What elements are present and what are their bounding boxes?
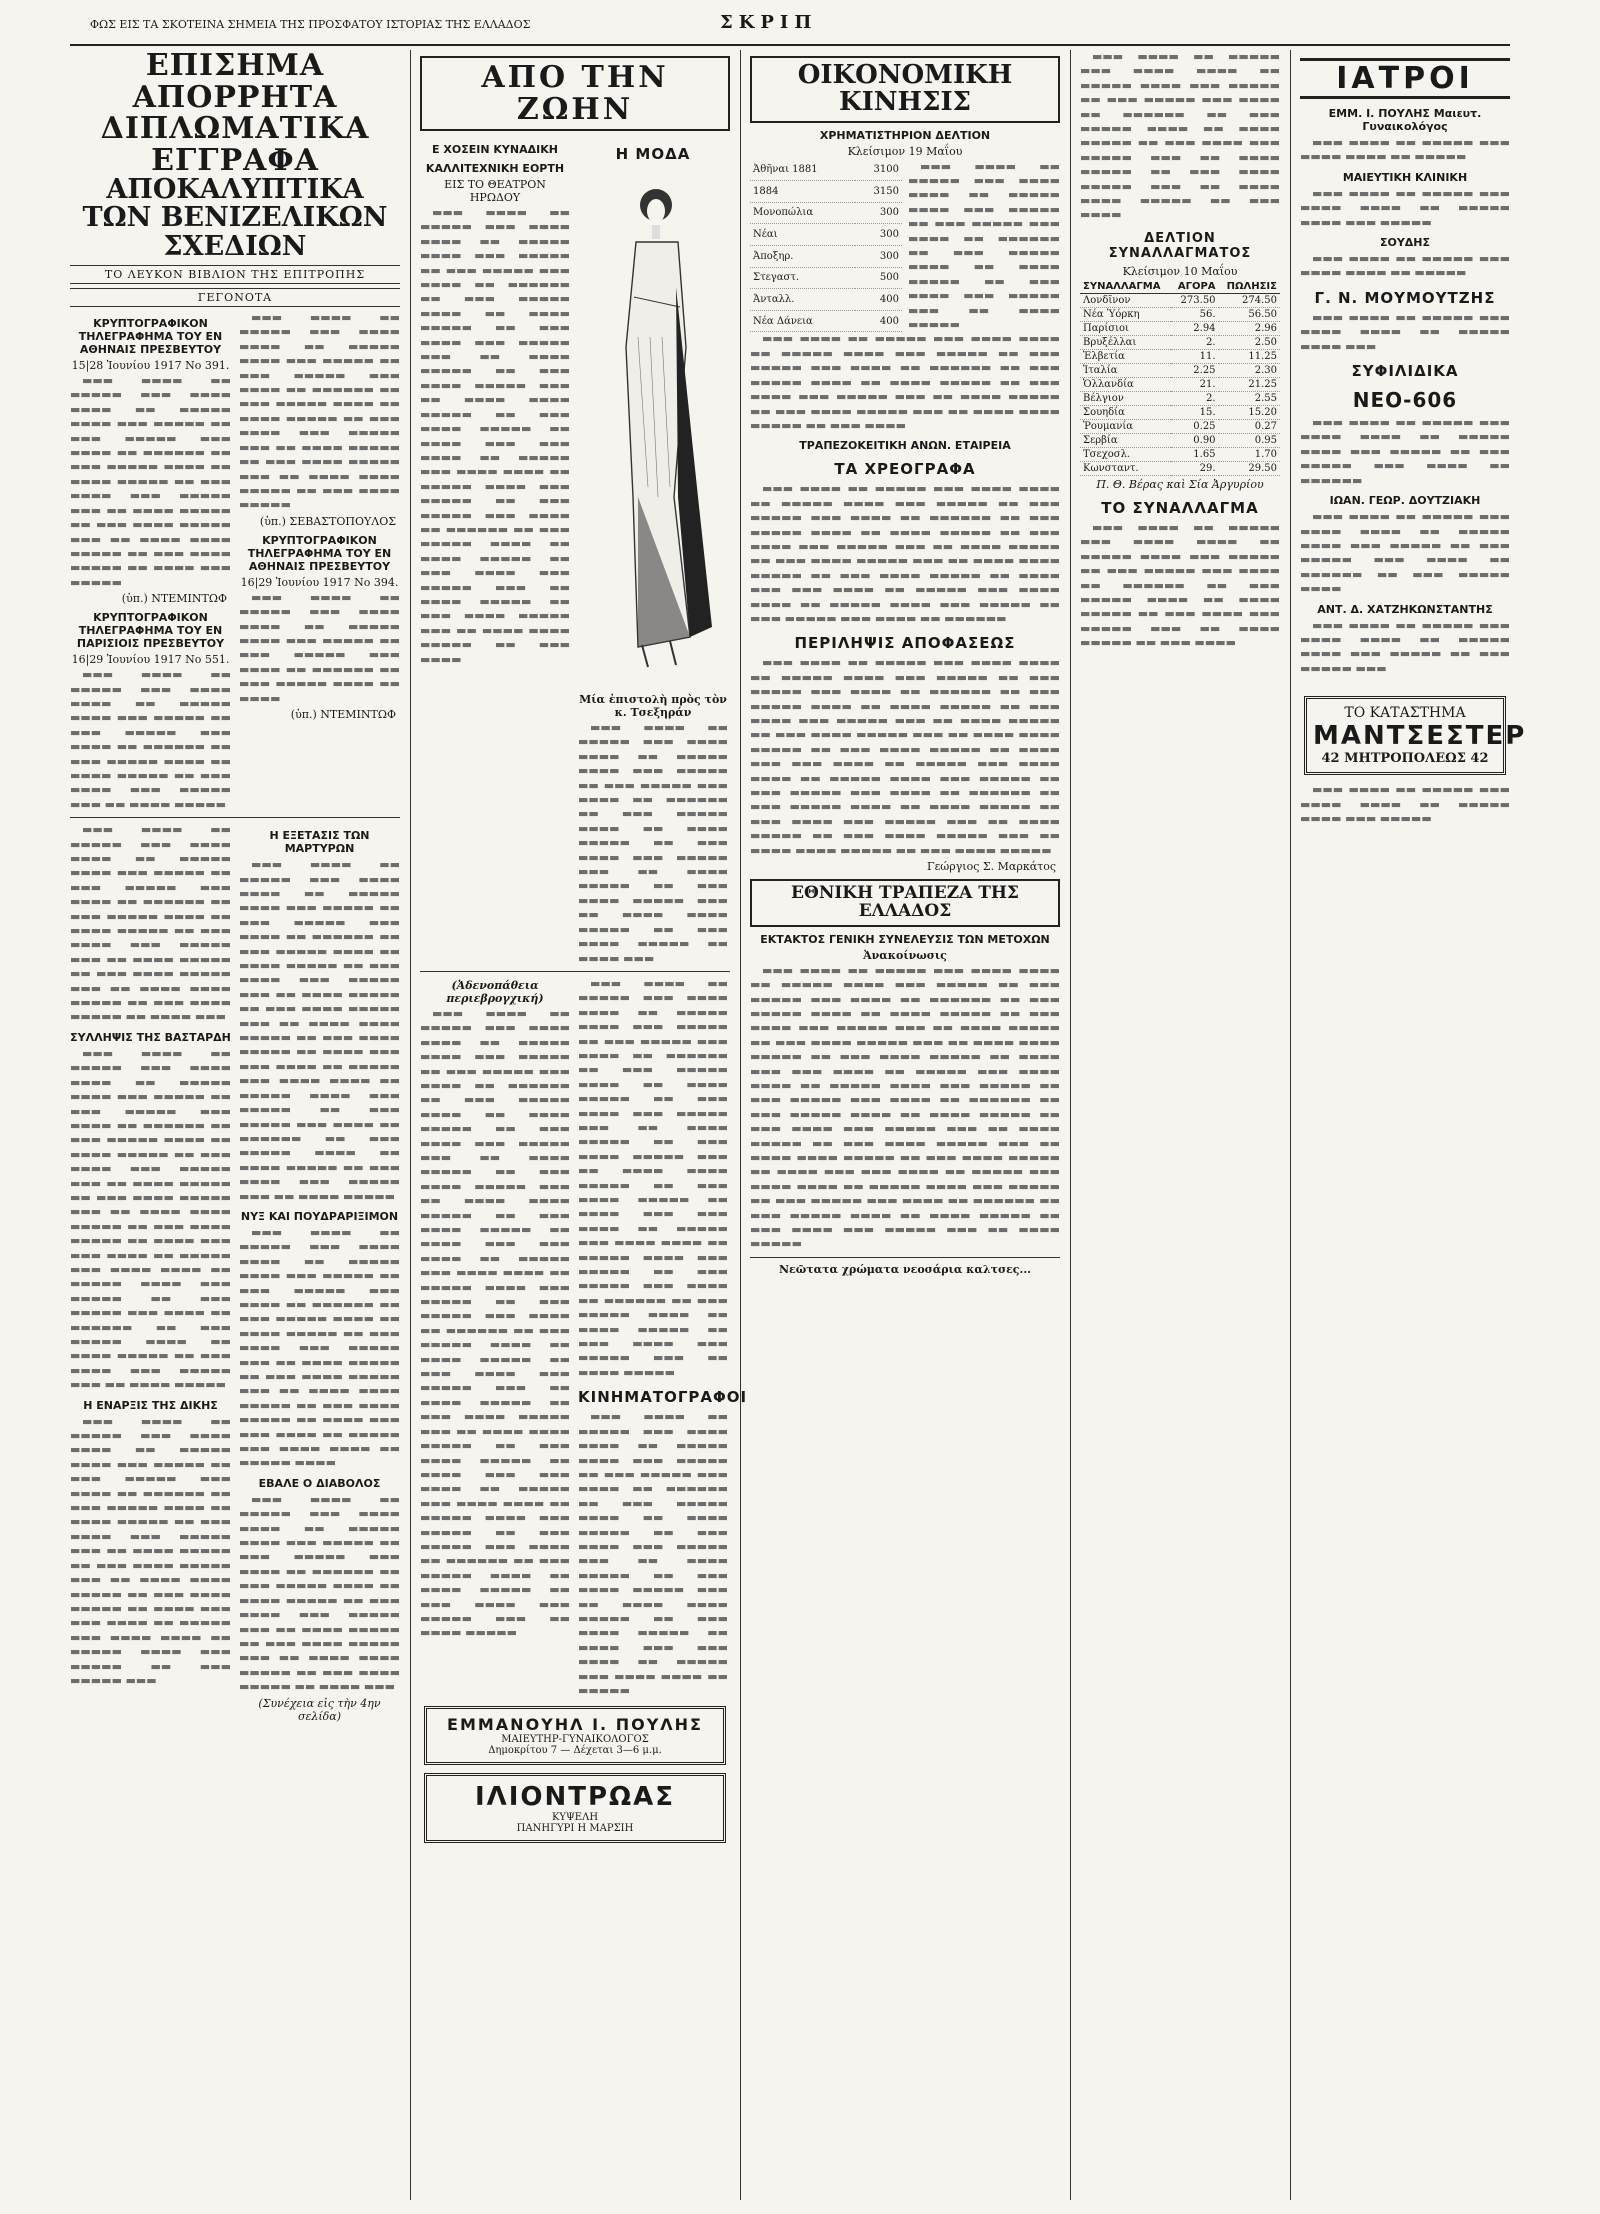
doc-meta: 16|29 Ἰουνίου 1917 No 394. — [240, 575, 399, 589]
table-row — [1080, 335, 1280, 349]
table-row — [1080, 447, 1280, 461]
table-cell: 2.25 — [1171, 363, 1219, 377]
column-rule — [1070, 50, 1071, 2200]
ad-text: ΠΑΝΗΓΥΡΙ Η ΜΑΡΣΙΗ — [516, 1823, 634, 1835]
section-heading: ΧΡΗΜΑΤΙΣΤΗΡΙΟΝ ΔΕΛΤΙΟΝ — [819, 128, 991, 142]
signature: (ὑπ.) ΣΕΒΑΣΤΟΠΟΥΛΟΣ — [259, 514, 396, 528]
table-row — [1080, 307, 1280, 321]
table-cell: Μονοπώλια — [750, 202, 855, 224]
table-cell: 15.20 — [1219, 405, 1280, 419]
masthead — [70, 10, 1510, 46]
table-row — [750, 310, 902, 332]
doc-heading: ΚΡΥΠΤΟΓΡΑΦΙΚΟΝ ΤΗΛΕΓΡΑΦΗΜΑ ΤΟΥ ΕΝ ΠΑΡΙΣΙΟΙΣ ΠΡΕΣΒΕΥΤΟΥ — [76, 611, 225, 651]
column-doctors: ΙΑΤΡΟΙ ΕΜΜ. Ι. ΠΟΥΛΗΣ Μαιευτ. Γυναικολόγος ▬▬▬ ▬▬▬▬ ▬▬ ▬▬▬▬▬ ▬▬▬ ▬▬▬▬ ▬▬▬▬ ▬▬ ▬▬▬▬▬ ΜΑΙΕΥΤΙΚΗ ΚΛΙΝΙΚΗ ▬▬▬ ▬▬▬▬ ▬▬ ▬▬▬▬▬ ▬▬▬ ▬▬▬▬ ▬▬▬▬ ▬▬ ▬▬▬▬▬ ▬▬▬▬ ▬▬▬ ▬▬▬▬▬ ΣΟΥΔΗΣ ▬▬▬ ▬▬▬▬ ▬▬ ▬▬▬▬▬ ▬▬▬ ▬▬▬▬ ▬▬▬▬ ▬▬ ▬▬▬▬▬ Γ. Ν. ΜΟΥΜΟΥΤΖΗΣ ▬▬▬ ▬▬▬▬ ▬▬ ▬▬▬▬▬ ▬▬▬ ▬▬▬▬ ▬▬▬▬ ▬▬ ▬▬▬▬▬ ▬▬▬▬ ▬▬▬ ΣΥΦΙΛΙΔΙΚΑ ΝΕΟ-606 ▬▬▬ ▬▬▬▬ ▬▬ ▬▬▬▬▬ ▬▬▬ ▬▬▬▬ ▬▬▬▬ ▬▬ ▬▬▬▬▬ ▬▬▬▬ ▬▬▬ ▬▬▬▬▬ ▬▬ ▬▬▬ ▬▬▬▬▬ ▬▬▬ ▬▬▬▬ ▬▬ ▬▬▬▬▬▬ ΙΩΑΝ. ΓΕΩΡ. ΔΟΥΤΖΙΑΚΗ ▬▬▬ ▬▬▬▬ ▬▬ ▬▬▬▬▬ ▬▬▬ ▬▬▬▬ ▬▬▬▬ ▬▬ ▬▬▬▬▬ ▬▬▬▬ ▬▬▬ ▬▬▬▬▬ ▬▬ ▬▬▬ ▬▬▬▬▬ ▬▬▬ ▬▬▬▬ ▬▬ ▬▬▬▬▬▬ ▬▬ ▬▬▬ ▬▬▬▬▬ ▬▬▬▬ ΑΝΤ. Δ. ΧΑΤΖΗΚΩΝΣΤΑΝΤΗΣ ▬▬▬ ▬▬▬▬ ▬▬ ▬▬▬▬▬ ▬▬▬ ▬▬▬▬ ▬▬▬▬ ▬▬ ▬▬▬▬▬ ▬▬▬▬ ▬▬▬ ▬▬▬▬▬ ▬▬ ▬▬▬ ▬▬▬▬▬ ▬▬▬ ΤΟ ΚΑΤΑΣΤΗΜΑ ΜΑΝΤΣΕΣΤΕΡ 42 ΜΗΤΡΟΠΟΛΕΩΣ 42 ▬▬▬ ▬▬▬▬ ▬▬ ▬▬▬▬▬ ▬▬▬ ▬▬▬▬ ▬▬▬▬ ▬▬ ▬▬▬▬▬ ▬▬▬▬ ▬▬▬ ▬▬▬▬▬ — [1300, 50, 1510, 2200]
table-cell: Νέαι — [750, 224, 855, 246]
table-row — [750, 289, 902, 311]
table-row — [750, 267, 902, 289]
section-heading: ΣΥΛΛΗΨΙΣ ΤΗΣ ΒΑΣΤΑΡΔΗ — [70, 1030, 231, 1044]
table-cell: 29. — [1171, 461, 1219, 475]
table-row — [750, 160, 902, 181]
table-row — [1080, 363, 1280, 377]
doctor-ad: ΙΩΑΝ. ΓΕΩΡ. ΔΟΥΤΖΙΑΚΗ — [1329, 494, 1481, 508]
doctor-ad: ΜΑΙΕΥΤΙΚΗ ΚΛΙΝΙΚΗ — [1342, 170, 1468, 184]
table-cell: 2.30 — [1219, 363, 1280, 377]
continuation-note: (Συνέχεια εἰς τὴν 4ην σελίδα) — [258, 1696, 381, 1723]
section-heading: ΕΒΑΛΕ Ο ΔΙΑΒΟΛΟΣ — [258, 1476, 381, 1490]
table-cell: 2. — [1171, 335, 1219, 349]
table-cell: 1.65 — [1171, 447, 1219, 461]
ad-name: ΙΛΙΟΝΤΡΩΑΣ — [474, 1782, 676, 1813]
doctor-ad: ΑΝΤ. Δ. ΧΑΤΖΗΚΩΝΣΤΑΝΤΗΣ — [1317, 602, 1493, 616]
table-cell: 1.70 — [1219, 447, 1280, 461]
section-heading: Η ΕΞΕΤΑΣΙΣ ΤΩΝ ΜΑΡΤΥΡΩΝ — [269, 829, 370, 856]
section-heading: Η ΜΟΔΑ — [615, 145, 691, 163]
table-header: ΑΓΟΡΑ — [1171, 280, 1219, 294]
table-row — [750, 245, 902, 267]
doctor-ad: ΝΕΟ-606 — [1352, 388, 1458, 413]
table-cell: 2.55 — [1219, 391, 1280, 405]
fashion-caption: Μία ἐπιστολὴ πρὸς τὸν κ. Τσεξηράν — [579, 693, 727, 719]
doc-meta: 15|28 Ἰουνίου 1917 No 391. — [71, 359, 230, 373]
table-cell: Νέα Δάνεια — [750, 310, 855, 332]
signature: (ὑπ.) ΝΤΕΜΙΝΤΩΦ — [121, 592, 227, 606]
table-cell: 0.95 — [1219, 433, 1280, 447]
section-heading: ΝΥΞ ΚΑΙ ΠΟΥΔΡΑΡΙΞΙΜΟΝ — [240, 1209, 399, 1223]
doctor-ad: ΕΜΜ. Ι. ΠΟΥΛΗΣ Μαιευτ. Γυναικολόγος — [1328, 107, 1482, 133]
table-cell: 21. — [1171, 377, 1219, 391]
table-cell: Παρίσιοι — [1080, 321, 1171, 335]
doc-heading: ΚΡΥΠΤΟΓΡΑΦΙΚΟΝ ΤΗΛΕΓΡΑΦΗΜΑ ΤΟΥ ΕΝ ΑΘΗΝΑΙΣ ΠΡΕΣΒΕΥΤΟΥ — [247, 533, 392, 573]
doctor-ad: ΣΟΥΔΗΣ — [1379, 236, 1431, 250]
table-cell: 0.27 — [1219, 419, 1280, 433]
table-cell: 29.50 — [1219, 461, 1280, 475]
section-heading: ΚΑΛΛΙΤΕΧΝΙΚΗ ΕΟΡΤΗ — [425, 162, 565, 175]
table-cell: 11.25 — [1219, 349, 1280, 363]
table-cell: Ἰταλία — [1080, 363, 1171, 377]
table-cell: Ὁλλανδία — [1080, 377, 1171, 391]
section-heading: Ε ΧΟΣΕΙΝ ΚΥΝΑΔΙΚΗ — [432, 143, 558, 156]
table-cell: 21.25 — [1219, 377, 1280, 391]
table-cell: 2.50 — [1219, 335, 1280, 349]
column-diplomatic: ΕΠΙΣΗΜΑ ΑΠΟΡΡΗΤΑ ΔΙΠΛΩΜΑΤΙΚΑ ΕΓΓΡΑΦΑ ΑΠΟΚΑΛΥΠΤΙΚΑ ΤΩΝ ΒΕΝΙΖΕΛΙΚΩΝ ΣΧΕΔΙΩΝ ΤΟ ΛΕΥΚΟΝ ΒΙΒΛΙΟΝ ΤΗΣ ΕΠΙΤΡΟΠΗΣ ΓΕΓΟΝΟΤΑ ΚΡΥΠΤΟΓΡΑΦΙΚΟΝ ΤΗΛΕΓΡΑΦΗΜΑ ΤΟΥ ΕΝ ΑΘΗΝΑΙΣ ΠΡΕΣΒΕΥΤΟΥ 15|28 Ἰουνίου 1917 No 391. ▬▬▬ ▬▬▬▬ ▬▬ ▬▬▬▬▬ ▬▬▬ ▬▬▬▬ ▬▬▬▬ ▬▬ ▬▬▬▬▬ ▬▬▬▬ ▬▬▬ ▬▬▬▬▬ ▬▬ ▬▬▬ ▬▬▬▬▬ ▬▬▬ ▬▬▬▬ ▬▬ ▬▬▬▬▬▬ ▬▬ ▬▬▬ ▬▬▬▬▬ ▬▬▬▬ ▬▬ ▬▬▬▬ ▬▬▬▬▬ ▬▬ ▬▬▬ ▬▬▬▬ ▬▬▬ ▬▬▬▬▬ ▬▬▬ ▬▬ ▬▬▬▬ ▬▬▬▬▬ ▬▬ ▬▬▬ ▬▬▬▬ ▬▬▬▬▬ ▬▬▬ ▬▬ ▬▬▬▬ ▬▬▬▬ ▬▬▬▬▬ ▬▬ ▬▬▬ ▬▬▬▬ ▬▬▬▬▬ ▬▬ ▬▬▬▬ ▬▬▬ ▬▬▬▬▬ (ὑπ.) ΝΤΕΜΙΝΤΩΦ ΚΡΥΠΤΟΓΡΑΦΙΚΟΝ ΤΗΛΕΓΡΑΦΗΜΑ ΤΟΥ ΕΝ ΠΑΡΙΣΙΟΙΣ ΠΡΕΣΒΕΥΤΟΥ 16|29 Ἰουνίου 1917 No 551. ▬▬▬ ▬▬▬▬ ▬▬ ▬▬▬▬▬ ▬▬▬ ▬▬▬▬ ▬▬▬▬ ▬▬ ▬▬▬▬▬ ▬▬▬▬ ▬▬▬ ▬▬▬▬▬ ▬▬ ▬▬▬ ▬▬▬▬▬ ▬▬▬ ▬▬▬▬ ▬▬ ▬▬▬▬▬▬ ▬▬ ▬▬▬ ▬▬▬▬▬ ▬▬▬▬ ▬▬ ▬▬▬▬ ▬▬▬▬▬ ▬▬ ▬▬▬ ▬▬▬▬ ▬▬▬ ▬▬▬▬▬ ▬▬▬ ▬▬ ▬▬▬▬ ▬▬▬▬▬ ▬▬▬ ▬▬▬▬ ▬▬ ▬▬▬▬▬ ▬▬▬ ▬▬▬▬ ▬▬▬▬ ▬▬ ▬▬▬▬▬ ▬▬▬▬ ▬▬▬ ▬▬▬▬▬ ▬▬ ▬▬▬ ▬▬▬▬▬ ▬▬▬ ▬▬▬▬ ▬▬ ▬▬▬▬▬▬ ▬▬ ▬▬▬ ▬▬▬▬▬ ▬▬▬▬ ▬▬ ▬▬▬▬ ▬▬▬▬▬ ▬▬ ▬▬▬ ▬▬▬▬ ▬▬▬ ▬▬▬▬▬ ▬▬▬ ▬▬ ▬▬▬▬ ▬▬▬▬▬ ▬▬ ▬▬▬ ▬▬▬▬ ▬▬▬▬▬ ▬▬▬ ▬▬ ▬▬▬▬ ▬▬▬▬ ▬▬▬▬▬ ▬▬ ▬▬▬ ▬▬▬▬ ▬▬▬▬▬ (ὑπ.) ΣΕΒΑΣΤΟΠΟΥΛΟΣ ΚΡΥΠΤΟΓΡΑΦΙΚΟΝ ΤΗΛΕΓΡΑΦΗΜΑ ΤΟΥ ΕΝ ΑΘΗΝΑΙΣ ΠΡΕΣΒΕΥΤΟΥ 16|29 Ἰουνίου 1917 No 394. ▬▬▬ ▬▬▬▬ ▬▬ ▬▬▬▬▬ ▬▬▬ ▬▬▬▬ ▬▬▬▬ ▬▬ ▬▬▬▬▬ ▬▬▬▬ ▬▬▬ ▬▬▬▬▬ ▬▬ ▬▬▬ ▬▬▬▬▬ ▬▬▬ ▬▬▬▬ ▬▬ ▬▬▬▬▬▬ ▬▬ ▬▬▬ ▬▬▬▬▬ ▬▬▬▬ ▬▬ ▬▬▬▬ (ὑπ.) ΝΤΕΜΙΝΤΩΦ ▬▬▬ ▬▬▬▬ ▬▬ ▬▬▬▬▬ ▬▬▬ ▬▬▬▬ ▬▬▬▬ ▬▬ ▬▬▬▬▬ ▬▬▬▬ ▬▬▬ ▬▬▬▬▬ ▬▬ ▬▬▬ ▬▬▬▬▬ ▬▬▬ ▬▬▬▬ ▬▬ ▬▬▬▬▬▬ ▬▬ ▬▬▬ ▬▬▬▬▬ ▬▬▬▬ ▬▬ ▬▬▬▬ ▬▬▬▬▬ ▬▬ ▬▬▬ ▬▬▬▬ ▬▬▬ ▬▬▬▬▬ ▬▬▬ ▬▬ ▬▬▬▬ ▬▬▬▬▬ ▬▬ ▬▬▬ ▬▬▬▬ ▬▬▬▬▬ ▬▬▬ ▬▬ ▬▬▬▬ ▬▬▬▬ ▬▬▬▬▬ ▬▬ ▬▬▬ ▬▬▬▬ ▬▬▬▬▬ ▬▬ ▬▬▬▬ ▬▬▬ ΣΥΛΛΗΨΙΣ ΤΗΣ ΒΑΣΤΑΡΔΗ ▬▬▬ ▬▬▬▬ ▬▬ ▬▬▬▬▬ ▬▬▬ ▬▬▬▬ ▬▬▬▬ ▬▬ ▬▬▬▬▬ ▬▬▬▬ ▬▬▬ ▬▬▬▬▬ ▬▬ ▬▬▬ ▬▬▬▬▬ ▬▬▬ ▬▬▬▬ ▬▬ ▬▬▬▬▬▬ ▬▬ ▬▬▬ ▬▬▬▬▬ ▬▬▬▬ ▬▬ ▬▬▬▬ ▬▬▬▬▬ ▬▬ ▬▬▬ ▬▬▬▬ ▬▬▬ ▬▬▬▬▬ ▬▬▬ ▬▬ ▬▬▬▬ ▬▬▬▬▬ ▬▬ ▬▬▬ ▬▬▬▬ ▬▬▬▬▬ ▬▬▬ ▬▬ ▬▬▬▬ ▬▬▬▬ ▬▬▬▬▬ ▬▬ ▬▬▬ ▬▬▬▬ ▬▬▬▬▬ ▬▬ ▬▬▬▬ ▬▬▬ ▬▬▬ ▬▬▬▬ ▬▬ ▬▬▬▬▬ ▬▬▬ ▬▬▬▬ ▬▬▬▬ ▬▬ ▬▬▬▬▬ ▬▬▬▬ ▬▬▬ ▬▬▬▬▬ ▬▬ ▬▬▬ ▬▬▬▬▬ ▬▬▬ ▬▬▬▬ ▬▬ ▬▬▬▬▬▬ ▬▬ ▬▬▬ ▬▬▬▬▬ ▬▬▬▬ ▬▬ ▬▬▬▬ ▬▬▬▬▬ ▬▬ ▬▬▬ ▬▬▬▬ ▬▬▬ ▬▬▬▬▬ ▬▬▬ ▬▬ ▬▬▬▬ ▬▬▬▬▬ Η ΕΝΑΡΞΙΣ ΤΗΣ ΔΙΚΗΣ ▬▬▬ ▬▬▬▬ ▬▬ ▬▬▬▬▬ ▬▬▬ ▬▬▬▬ ▬▬▬▬ ▬▬ ▬▬▬▬▬ ▬▬▬▬ ▬▬▬ ▬▬▬▬▬ ▬▬ ▬▬▬ ▬▬▬▬▬ ▬▬▬ ▬▬▬▬ ▬▬ ▬▬▬▬▬▬ ▬▬ ▬▬▬ ▬▬▬▬▬ ▬▬▬▬ ▬▬ ▬▬▬▬ ▬▬▬▬▬ ▬▬ ▬▬▬ ▬▬▬▬ ▬▬▬ ▬▬▬▬▬ ▬▬▬ ▬▬ ▬▬▬▬ ▬▬▬▬▬ ▬▬ ▬▬▬ ▬▬▬▬ ▬▬▬▬▬ ▬▬▬ ▬▬ ▬▬▬▬ ▬▬▬▬ ▬▬▬▬▬ ▬▬ ▬▬▬ ▬▬▬▬ ▬▬▬▬▬ ▬▬ ▬▬▬▬ ▬▬▬ ▬▬▬ ▬▬▬▬ ▬▬ ▬▬▬▬▬ ▬▬▬ ▬▬▬▬ ▬▬▬▬ ▬▬ ▬▬▬▬▬ ▬▬▬▬ ▬▬▬ ▬▬▬▬▬ ▬▬ ▬▬▬ ▬▬▬▬▬ ▬▬▬ Η ΕΞΕΤΑΣΙΣ ΤΩΝ ΜΑΡΤΥΡΩΝ ▬▬▬ ▬▬▬▬ ▬▬ ▬▬▬▬▬ ▬▬▬ ▬▬▬▬ ▬▬▬▬ ▬▬ ▬▬▬▬▬ ▬▬▬▬ ▬▬▬ ▬▬▬▬▬ ▬▬ ▬▬▬ ▬▬▬▬▬ ▬▬▬ ▬▬▬▬ ▬▬ ▬▬▬▬▬▬ ▬▬ ▬▬▬ ▬▬▬▬▬ ▬▬▬▬ ▬▬ ▬▬▬▬ ▬▬▬▬▬ ▬▬ ▬▬▬ ▬▬▬▬ ▬▬▬ ▬▬▬▬▬ ▬▬▬ ▬▬ ▬▬▬▬ ▬▬▬▬▬ ▬▬ ▬▬▬ ▬▬▬▬ ▬▬▬▬▬ ▬▬▬ ▬▬ ▬▬▬▬ ▬▬▬▬ ▬▬▬▬▬ ▬▬ ▬▬▬ ▬▬▬▬ ▬▬▬▬▬ ▬▬ ▬▬▬▬ ▬▬▬ ▬▬▬ ▬▬▬▬ ▬▬ ▬▬▬▬▬ ▬▬▬ ▬▬▬▬ ▬▬▬▬ ▬▬ ▬▬▬▬▬ ▬▬▬▬ ▬▬▬ ▬▬▬▬▬ ▬▬ ▬▬▬ ▬▬▬▬▬ ▬▬▬ ▬▬▬▬ ▬▬ ▬▬▬▬▬▬ ▬▬ ▬▬▬ ▬▬▬▬▬ ▬▬▬▬ ▬▬ ▬▬▬▬ ▬▬▬▬▬ ▬▬ ▬▬▬ ▬▬▬▬ ▬▬▬ ▬▬▬▬▬ ▬▬▬ ▬▬ ▬▬▬▬ ▬▬▬▬▬ ΝΥΞ ΚΑΙ ΠΟΥΔΡΑΡΙΞΙΜΟΝ ▬▬▬ ▬▬▬▬ ▬▬ ▬▬▬▬▬ ▬▬▬ ▬▬▬▬ ▬▬▬▬ ▬▬ ▬▬▬▬▬ ▬▬▬▬ ▬▬▬ ▬▬▬▬▬ ▬▬ ▬▬▬ ▬▬▬▬▬ ▬▬▬ ▬▬▬▬ ▬▬ ▬▬▬▬▬▬ ▬▬ ▬▬▬ ▬▬▬▬▬ ▬▬▬▬ ▬▬ ▬▬▬▬ ▬▬▬▬▬ ▬▬ ▬▬▬ ▬▬▬▬ ▬▬▬ ▬▬▬▬▬ ▬▬▬ ▬▬ ▬▬▬▬ ▬▬▬▬▬ ▬▬ ▬▬▬ ▬▬▬▬ ▬▬▬▬▬ ▬▬▬ ▬▬ ▬▬▬▬ ▬▬▬▬ ▬▬▬▬▬ ▬▬ ▬▬▬ ▬▬▬▬ ▬▬▬▬▬ ▬▬ ▬▬▬▬ ▬▬▬ ▬▬▬ ▬▬▬▬ ▬▬ ▬▬▬▬▬ ▬▬▬ ▬▬▬▬ ▬▬▬▬ ▬▬ ▬▬▬▬▬ ▬▬▬▬ ΕΒΑΛΕ Ο ΔΙΑΒΟΛΟΣ ▬▬▬ ▬▬▬▬ ▬▬ ▬▬▬▬▬ ▬▬▬ ▬▬▬▬ ▬▬▬▬ ▬▬ ▬▬▬▬▬ ▬▬▬▬ ▬▬▬ ▬▬▬▬▬ ▬▬ ▬▬▬ ▬▬▬▬▬ ▬▬▬ ▬▬▬▬ ▬▬ ▬▬▬▬▬▬ ▬▬ ▬▬▬ ▬▬▬▬▬ ▬▬▬▬ ▬▬ ▬▬▬▬ ▬▬▬▬▬ ▬▬ ▬▬▬ ▬▬▬▬ ▬▬▬ ▬▬▬▬▬ ▬▬▬ ▬▬ ▬▬▬▬ ▬▬▬▬▬ ▬▬ ▬▬▬ ▬▬▬▬ ▬▬▬▬▬ ▬▬▬ ▬▬ ▬▬▬▬ ▬▬▬▬ ▬▬▬▬▬ ▬▬ ▬▬▬ ▬▬▬▬ ▬▬▬▬▬ ▬▬ ▬▬▬▬ ▬▬▬ (Συνέχεια εἰς τὴν 4ην σελίδα) — [70, 48, 400, 1723]
doc-meta: 16|29 Ἰουνίου 1917 No 551. — [71, 653, 230, 667]
table-cell: 400 — [855, 289, 902, 311]
doctor-ad: ΣΥΦΙΛΙΔΙΚΑ — [1351, 362, 1459, 381]
newspaper-name: ΣΚΡΙΠ — [720, 12, 818, 33]
fx-table — [1080, 280, 1280, 476]
signature: (ὑπ.) ΝΤΕΜΙΝΤΩΦ — [290, 707, 396, 721]
ad-subtitle: ΚΥΨΕΛΗ — [551, 1812, 599, 1824]
table-cell: 56. — [1171, 307, 1219, 321]
table-row — [1080, 405, 1280, 419]
table-cell: 300 — [855, 202, 902, 224]
table-cell: 1884 — [750, 180, 855, 202]
section-heading: ΤΟ ΣΥΝΑΛΛΑΓΜΑ — [1101, 498, 1259, 517]
ad-doctor — [424, 1706, 726, 1765]
headline-diplomatic: ΕΠΙΣΗΜΑ ΑΠΟΡΡΗΤΑ ΔΙΠΛΩΜΑΤΙΚΑ ΕΓΓΡΑΦΑ — [100, 48, 370, 178]
table-cell: 0.90 — [1171, 433, 1219, 447]
table-row — [750, 224, 902, 246]
table-cell: Κωνσταντ. — [1080, 461, 1171, 475]
ad-name: ΕΜΜΑΝΟΥΗΛ Ι. ΠΟΥΛΗΣ — [447, 1715, 703, 1735]
section-heading: ΔΕΛΤΙΟΝ ΣΥΝΑΛΛΑΓΜΑΤΟΣ — [1108, 230, 1252, 261]
table-cell: 300 — [855, 245, 902, 267]
column-rule — [1290, 50, 1291, 2200]
table-row — [1080, 391, 1280, 405]
section-heading: Ἀνακοίνωσις — [863, 948, 947, 962]
table-cell: 2. — [1171, 391, 1219, 405]
table-cell: 0.25 — [1171, 419, 1219, 433]
table-cell: 274.50 — [1219, 293, 1280, 307]
table-cell: 300 — [855, 224, 902, 246]
table-cell: Λονδῖνον — [1080, 293, 1171, 307]
table-row — [1080, 433, 1280, 447]
table-cell: Ἀθῆναι 1881 — [750, 160, 855, 181]
table-cell: 2.94 — [1171, 321, 1219, 335]
headline-venizelist: ΑΠΟΚΑΛΥΠΤΙΚΑ ΤΩΝ ΒΕΝΙΖΕΛΙΚΩΝ ΣΧΕΔΙΩΝ — [82, 174, 388, 262]
subheadline: ΤΟ ΛΕΥΚΟΝ ΒΙΒΛΙΟΝ ΤΗΣ ΕΠΙΤΡΟΠΗΣ — [70, 265, 400, 284]
ad-line: ΤΟ ΚΑΤΑΣΤΗΜΑ — [1344, 705, 1466, 722]
ad-address: 42 ΜΗΤΡΟΠΟΛΕΩΣ 42 — [1321, 751, 1489, 767]
ad-name: ΜΑΝΤΣΕΣΤΕΡ — [1313, 721, 1527, 752]
table-row — [1080, 419, 1280, 433]
doctors-heading: ΙΑΤΡΟΙ — [1300, 58, 1510, 99]
section-date: Κλείσιμον 10 Μαΐου — [1122, 264, 1238, 278]
table-cell: 3150 — [855, 180, 902, 202]
table-cell: Σουηδία — [1080, 405, 1171, 419]
table-row — [750, 202, 902, 224]
ad-festival — [424, 1773, 726, 1843]
table-row — [1080, 461, 1280, 475]
ad-manchester — [1304, 696, 1527, 775]
table-row — [1080, 377, 1280, 391]
table-cell: 11. — [1171, 349, 1219, 363]
section-date: Κλείσιμον 19 Μαΐου — [847, 144, 963, 158]
column-rule — [740, 50, 741, 2200]
table-row — [750, 180, 902, 202]
section-subheading: ΕΙΣ ΤΟ ΘΕΑΤΡΟΝ ΗΡΩΔΟΥ — [444, 178, 546, 204]
section-heading: (Ἀδενοπάθεια περιεβρογχική) — [446, 978, 544, 1005]
table-cell: Ἀνταλλ. — [750, 289, 855, 311]
table-cell: 15. — [1171, 405, 1219, 419]
doctor-ad: Γ. Ν. ΜΟΥΜΟΥΤΖΗΣ — [1314, 288, 1496, 307]
section-subheading: ΕΚΤΑΚΤΟΣ ΓΕΝΙΚΗ ΣΥΝΕΛΕΥΣΙΣ ΤΩΝ ΜΕΤΟΧΩΝ — [760, 932, 1050, 946]
fashion-illustration — [578, 167, 728, 687]
table-row — [1080, 293, 1280, 307]
column-economy: ΟΙΚΟΝΟΜΙΚΗ ΚΙΝΗΣΙΣ ΧΡΗΜΑΤΙΣΤΗΡΙΟΝ ΔΕΛΤΙΟΝ Κλείσιμον 19 Μαΐου Ἀθῆναι 1881 3100 1884 3150 Μονοπώλια 300 Νέαι 300 Ἀποξηρ. 300 Στεγαστ. 500 Ἀνταλλ. 400 Νέα Δάνεια 400 ▬▬▬ ▬▬▬▬ ▬▬ ▬▬▬▬▬ ▬▬▬ ▬▬▬▬ ▬▬▬▬ ▬▬ ▬▬▬▬▬ ▬▬▬▬ ▬▬▬ ▬▬▬▬▬ ▬▬ ▬▬▬ ▬▬▬▬▬ ▬▬▬ ▬▬▬▬ ▬▬ ▬▬▬▬▬▬ ▬▬ ▬▬▬ ▬▬▬▬▬ ▬▬▬▬ ▬▬ ▬▬▬▬ ▬▬▬▬▬ ▬▬ ▬▬▬ ▬▬▬▬ ▬▬▬ ▬▬▬▬▬ ▬▬▬ ▬▬ ▬▬▬▬ ▬▬▬▬▬ ▬▬▬ ▬▬▬▬ ▬▬ ▬▬▬▬▬ ▬▬▬ ▬▬▬▬ ▬▬▬▬ ▬▬ ▬▬▬▬▬ ▬▬▬▬ ▬▬▬ ▬▬▬▬▬ ▬▬ ▬▬▬ ▬▬▬▬▬ ▬▬▬ ▬▬▬▬ ▬▬ ▬▬▬▬▬▬ ▬▬ ▬▬▬ ▬▬▬▬▬ ▬▬▬▬ ▬▬ ▬▬▬▬ ▬▬▬▬▬ ▬▬ ▬▬▬ ▬▬▬▬ ▬▬▬ ▬▬▬▬▬ ▬▬▬ ▬▬ ▬▬▬▬ ▬▬▬▬▬ ▬▬ ▬▬▬ ▬▬▬▬ ▬▬▬▬▬ ▬▬▬ ▬▬ ▬▬▬▬ ▬▬▬▬ ▬▬▬▬▬ ▬▬ ▬▬▬ ▬▬▬▬ ΤΡΑΠΕΖΟΚΕΙΤΙΚΗ ΑΝΩΝ. ΕΤΑΙΡΕΙΑ ΤΑ ΧΡΕΟΓΡΑΦΑ ▬▬▬ ▬▬▬▬ ▬▬ ▬▬▬▬▬ ▬▬▬ ▬▬▬▬ ▬▬▬▬ ▬▬ ▬▬▬▬▬ ▬▬▬▬ ▬▬▬ ▬▬▬▬▬ ▬▬ ▬▬▬ ▬▬▬▬▬ ▬▬▬ ▬▬▬▬ ▬▬ ▬▬▬▬▬▬ ▬▬ ▬▬▬ ▬▬▬▬▬ ▬▬▬▬ ▬▬ ▬▬▬▬ ▬▬▬▬▬ ▬▬ ▬▬▬ ▬▬▬▬ ▬▬▬ ▬▬▬▬▬ ▬▬▬ ▬▬ ▬▬▬▬ ▬▬▬▬▬ ▬▬ ▬▬▬ ▬▬▬▬ ▬▬▬▬▬ ▬▬▬ ▬▬ ▬▬▬▬ ▬▬▬▬ ▬▬▬▬▬ ▬▬ ▬▬▬ ▬▬▬▬ ▬▬▬▬▬ ▬▬ ▬▬▬▬ ▬▬▬ ▬▬▬ ▬▬▬▬ ▬▬ ▬▬▬▬▬ ▬▬▬ ▬▬▬▬ ▬▬▬▬ ▬▬ ▬▬▬▬▬ ▬▬▬▬ ▬▬▬ ▬▬▬▬▬ ▬▬ ▬▬▬ ▬▬▬▬▬ ▬▬▬ ▬▬▬▬ ▬▬ ▬▬▬▬▬▬ ΠΕΡΙΛΗΨΙΣ ΑΠΟΦΑΣΕΩΣ ▬▬▬ ▬▬▬▬ ▬▬ ▬▬▬▬▬ ▬▬▬ ▬▬▬▬ ▬▬▬▬ ▬▬ ▬▬▬▬▬ ▬▬▬▬ ▬▬▬ ▬▬▬▬▬ ▬▬ ▬▬▬ ▬▬▬▬▬ ▬▬▬ ▬▬▬▬ ▬▬ ▬▬▬▬▬▬ ▬▬ ▬▬▬ ▬▬▬▬▬ ▬▬▬▬ ▬▬ ▬▬▬▬ ▬▬▬▬▬ ▬▬ ▬▬▬ ▬▬▬▬ ▬▬▬ ▬▬▬▬▬ ▬▬▬ ▬▬ ▬▬▬▬ ▬▬▬▬▬ ▬▬ ▬▬▬ ▬▬▬▬ ▬▬▬▬▬ ▬▬▬ ▬▬ ▬▬▬▬ ▬▬▬▬ ▬▬▬▬▬ ▬▬ ▬▬▬ ▬▬▬▬ ▬▬▬▬▬ ▬▬ ▬▬▬▬ ▬▬▬ ▬▬▬ ▬▬▬▬ ▬▬ ▬▬▬▬▬ ▬▬▬ ▬▬▬▬ ▬▬▬▬ ▬▬ ▬▬▬▬▬ ▬▬▬▬ ▬▬▬ ▬▬▬▬▬ ▬▬ ▬▬▬ ▬▬▬▬▬ ▬▬▬ ▬▬▬▬ ▬▬ ▬▬▬▬▬▬ ▬▬ ▬▬▬ ▬▬▬▬▬ ▬▬▬▬ ▬▬ ▬▬▬▬ ▬▬▬▬▬ ▬▬ ▬▬▬ ▬▬▬▬ ▬▬▬ ▬▬▬▬▬ ▬▬▬ ▬▬ ▬▬▬▬ ▬▬▬▬▬ ▬▬ ▬▬▬ ▬▬▬▬ ▬▬▬▬▬ ▬▬▬ ▬▬ ▬▬▬▬ ▬▬▬▬ ▬▬▬▬▬ ▬▬ ▬▬▬ ▬▬▬▬ ▬▬▬▬▬ Γεώργιος Σ. Μαρκάτος ΕΘΝΙΚΗ ΤΡΑΠΕΖΑ ΤΗΣ ΕΛΛΑΔΟΣ ΕΚΤΑΚΤΟΣ ΓΕΝΙΚΗ ΣΥΝΕΛΕΥΣΙΣ ΤΩΝ ΜΕΤΟΧΩΝ Ἀνακοίνωσις ▬▬▬ ▬▬▬▬ ▬▬ ▬▬▬▬▬ ▬▬▬ ▬▬▬▬ ▬▬▬▬ ▬▬ ▬▬▬▬▬ ▬▬▬▬ ▬▬▬ ▬▬▬▬▬ ▬▬ ▬▬▬ ▬▬▬▬▬ ▬▬▬ ▬▬▬▬ ▬▬ ▬▬▬▬▬▬ ▬▬ ▬▬▬ ▬▬▬▬▬ ▬▬▬▬ ▬▬ ▬▬▬▬ ▬▬▬▬▬ ▬▬ ▬▬▬ ▬▬▬▬ ▬▬▬ ▬▬▬▬▬ ▬▬▬ ▬▬ ▬▬▬▬ ▬▬▬▬▬ ▬▬ ▬▬▬ ▬▬▬▬ ▬▬▬▬▬ ▬▬▬ ▬▬ ▬▬▬▬ ▬▬▬▬ ▬▬▬▬▬ ▬▬ ▬▬▬ ▬▬▬▬ ▬▬▬▬▬ ▬▬ ▬▬▬▬ ▬▬▬ ▬▬▬ ▬▬▬▬ ▬▬ ▬▬▬▬▬ ▬▬▬ ▬▬▬▬ ▬▬▬▬ ▬▬ ▬▬▬▬▬ ▬▬▬▬ ▬▬▬ ▬▬▬▬▬ ▬▬ ▬▬▬ ▬▬▬▬▬ ▬▬▬ ▬▬▬▬ ▬▬ ▬▬▬▬▬▬ ▬▬ ▬▬▬ ▬▬▬▬▬ ▬▬▬▬ ▬▬ ▬▬▬▬ ▬▬▬▬▬ ▬▬ ▬▬▬ ▬▬▬▬ ▬▬▬ ▬▬▬▬▬ ▬▬▬ ▬▬ ▬▬▬▬ ▬▬▬▬▬ ▬▬ ▬▬▬ ▬▬▬▬ ▬▬▬▬▬ ▬▬▬ ▬▬ ▬▬▬▬ ▬▬▬▬ ▬▬▬▬▬ ▬▬ ▬▬▬ ▬▬▬▬ ▬▬▬▬▬ ▬▬ ▬▬▬▬ ▬▬▬ ▬▬▬ ▬▬▬▬ ▬▬ ▬▬▬▬▬ ▬▬▬ ▬▬▬▬ ▬▬▬▬ ▬▬ ▬▬▬▬▬ ▬▬▬▬ ▬▬▬ ▬▬▬▬▬ ▬▬ ▬▬▬ ▬▬▬▬▬ ▬▬▬ ▬▬▬▬ ▬▬ ▬▬▬▬▬▬ ▬▬ ▬▬▬ ▬▬▬▬▬ ▬▬▬▬ ▬▬ ▬▬▬▬ ▬▬▬▬▬ ▬▬ ▬▬▬ ▬▬▬▬ ▬▬▬ ▬▬▬▬▬ ▬▬▬ ▬▬ ▬▬▬▬ ▬▬▬▬▬ Νεῶτατα χρώματα νεοσάρια καλτσες... — [750, 50, 1060, 2200]
table-cell: Ἀποξηρ. — [750, 245, 855, 267]
table-cell: Ἑλβετία — [1080, 349, 1171, 363]
table-cell: Ῥουμανία — [1080, 419, 1171, 433]
table-cell: Βρυξέλλαι — [1080, 335, 1171, 349]
table-cell: Βέλγιον — [1080, 391, 1171, 405]
ad-subtitle: ΜΑΙΕΥΤΗΡ-ΓΥΝΑΙΚΟΛΟΓΟΣ — [501, 1734, 649, 1746]
table-cell: 273.50 — [1171, 293, 1219, 307]
table-cell: 500 — [855, 267, 902, 289]
table-row — [1080, 321, 1280, 335]
headline-national-bank: ΕΘΝΙΚΗ ΤΡΑΠΕΖΑ ΤΗΣ ΕΛΛΑΔΟΣ — [750, 879, 1060, 927]
column-rule — [410, 50, 411, 2200]
table-cell: Στεγαστ. — [750, 267, 855, 289]
table-cell: Νέα Ὑόρκη — [1080, 307, 1171, 321]
column-exchange: ▬▬▬ ▬▬▬▬ ▬▬ ▬▬▬▬▬ ▬▬▬ ▬▬▬▬ ▬▬▬▬ ▬▬ ▬▬▬▬▬ ▬▬▬▬ ▬▬▬ ▬▬▬▬▬ ▬▬ ▬▬▬ ▬▬▬▬▬ ▬▬▬ ▬▬▬▬ ▬▬ ▬▬▬▬▬▬ ▬▬ ▬▬▬ ▬▬▬▬▬ ▬▬▬▬ ▬▬ ▬▬▬▬ ▬▬▬▬▬ ▬▬ ▬▬▬ ▬▬▬▬ ▬▬▬ ▬▬▬▬▬ ▬▬▬ ▬▬ ▬▬▬▬ ▬▬▬▬▬ ▬▬ ▬▬▬ ▬▬▬▬ ▬▬▬▬▬ ▬▬▬ ▬▬ ▬▬▬▬ ▬▬▬▬ ▬▬▬▬▬ ▬▬ ▬▬▬ ▬▬▬▬ ΔΕΛΤΙΟΝ ΣΥΝΑΛΛΑΓΜΑΤΟΣ Κλείσιμον 10 Μαΐου ΣΥΝΑΛΛΑΓΜΑ ΑΓΟΡΑ ΠΩΛΗΣΙΣ Λονδῖνον 273.50 274.50 Νέα Ὑόρκη 56. 56.50 Παρίσιοι 2.94 2.96 Βρυξέλλαι 2. 2.50 Ἑλβετία 11. 11.25 Ἰταλία 2.25 2.30 Ὁλλανδία 21. 21.25 Βέλγιον 2. 2.55 Σουηδία 15. 15.20 Ῥουμανία 0.25 0.27 Σερβία 0.90 0.95 Τσεχοσλ. 1.65 1.70 Κωνσταντ. 29. 29.50 Π. Θ. Βέρας καὶ Σία Ἀργυρίου ΤΟ ΣΥΝΑΛΛΑΓΜΑ ▬▬▬ ▬▬▬▬ ▬▬ ▬▬▬▬▬ ▬▬▬ ▬▬▬▬ ▬▬▬▬ ▬▬ ▬▬▬▬▬ ▬▬▬▬ ▬▬▬ ▬▬▬▬▬ ▬▬ ▬▬▬ ▬▬▬▬▬ ▬▬▬ ▬▬▬▬ ▬▬ ▬▬▬▬▬▬ ▬▬ ▬▬▬ ▬▬▬▬▬ ▬▬▬▬ ▬▬ ▬▬▬▬ ▬▬▬▬▬ ▬▬ ▬▬▬ ▬▬▬▬ ▬▬▬ ▬▬▬▬▬ ▬▬▬ ▬▬ ▬▬▬▬ ▬▬▬▬▬ ▬▬ ▬▬▬ ▬▬▬▬ — [1080, 50, 1280, 650]
footer-note: Νεῶτατα χρώματα νεοσάρια καλτσες... — [779, 1262, 1031, 1276]
headline-economy: ΟΙΚΟΝΟΜΙΚΗ ΚΙΝΗΣΙΣ — [750, 56, 1060, 123]
section-heading: ΤΡΑΠΕΖΟΚΕΙΤΙΚΗ ΑΝΩΝ. ΕΤΑΙΡΕΙΑ — [799, 439, 1011, 453]
signature: Γεώργιος Σ. Μαρκάτος — [926, 860, 1056, 874]
series-title: ΦΩΣ ΕΙΣ ΤΑ ΣΚΟΤΕΙΝΑ ΣΗΜΕΙΑ ΤΗΣ ΠΡΟΣΦΑΤΟΥ ΙΣΤΟΡΙΑΣ ΤΗΣ ΕΛΛΑΔΟΣ — [90, 18, 531, 31]
section-heading: ΠΕΡΙΛΗΨΙΣ ΑΠΟΦΑΣΕΩΣ — [794, 634, 1016, 653]
table-row — [1080, 349, 1280, 363]
headline-life: ΑΠΟ ΤΗΝ ΖΩΗΝ — [420, 56, 730, 131]
doc-heading: ΚΡΥΠΤΟΓΡΑΦΙΚΟΝ ΤΗΛΕΓΡΑΦΗΜΑ ΤΟΥ ΕΝ ΑΘΗΝΑΙΣ ΠΡΕΣΒΕΥΤΟΥ — [78, 317, 223, 357]
section-heading: Η ΕΝΑΡΞΙΣ ΤΗΣ ΔΙΚΗΣ — [83, 1398, 218, 1412]
fx-signature: Π. Θ. Βέρας καὶ Σία Ἀργυρίου — [1096, 477, 1264, 491]
ad-address: Δημοκρίτου 7 — Δέχεται 3—6 μ.μ. — [488, 1745, 662, 1757]
table-cell: 3100 — [855, 160, 902, 181]
table-cell: Τσεχοσλ. — [1080, 447, 1171, 461]
table-header: ΠΩΛΗΣΙΣ — [1219, 280, 1280, 294]
section-heading: ΤΑ ΧΡΕΟΓΡΑΦΑ — [834, 460, 976, 479]
section-heading: ΚΙΝΗΜΑΤΟΓΡΑΦΟΙ — [578, 1388, 748, 1407]
bourse-table — [750, 160, 902, 333]
column-life: ΑΠΟ ΤΗΝ ΖΩΗΝ Ε ΧΟΣΕΙΝ ΚΥΝΑΔΙΚΗ ΚΑΛΛΙΤΕΧΝΙΚΗ ΕΟΡΤΗ ΕΙΣ ΤΟ ΘΕΑΤΡΟΝ ΗΡΩΔΟΥ ▬▬▬ ▬▬▬▬ ▬▬ ▬▬▬▬▬ ▬▬▬ ▬▬▬▬ ▬▬▬▬ ▬▬ ▬▬▬▬▬ ▬▬▬▬ ▬▬▬ ▬▬▬▬▬ ▬▬ ▬▬▬ ▬▬▬▬▬ ▬▬▬ ▬▬▬▬ ▬▬ ▬▬▬▬▬▬ ▬▬ ▬▬▬ ▬▬▬▬▬ ▬▬▬▬ ▬▬ ▬▬▬▬ ▬▬▬▬▬ ▬▬ ▬▬▬ ▬▬▬▬ ▬▬▬ ▬▬▬▬▬ ▬▬▬ ▬▬ ▬▬▬▬ ▬▬▬▬▬ ▬▬ ▬▬▬ ▬▬▬▬ ▬▬▬▬▬ ▬▬▬ ▬▬ ▬▬▬▬ ▬▬▬▬ ▬▬▬▬▬ ▬▬ ▬▬▬ ▬▬▬▬ ▬▬▬▬▬ ▬▬ ▬▬▬▬ ▬▬▬ ▬▬▬ ▬▬▬▬ ▬▬ ▬▬▬▬▬ ▬▬▬ ▬▬▬▬ ▬▬▬▬ ▬▬ ▬▬▬▬▬ ▬▬▬▬ ▬▬▬ ▬▬▬▬▬ ▬▬ ▬▬▬ ▬▬▬▬▬ ▬▬▬ ▬▬▬▬ ▬▬ ▬▬▬▬▬▬ ▬▬ ▬▬▬ ▬▬▬▬▬ ▬▬▬▬ ▬▬ ▬▬▬▬ ▬▬▬▬▬ ▬▬ ▬▬▬ ▬▬▬▬ ▬▬▬ ▬▬▬▬▬ ▬▬▬ ▬▬ ▬▬▬▬ ▬▬▬▬▬ ▬▬ ▬▬▬ ▬▬▬▬ ▬▬▬▬▬ ▬▬▬ ▬▬ ▬▬▬▬ ▬▬▬▬ ▬▬▬▬▬ ▬▬ ▬▬▬ ▬▬▬▬ Η ΜΟΔΑ Μία ἐπιστολὴ πρὸς τὸν κ. Τσεξηράν ▬▬▬ ▬▬▬▬ ▬▬ ▬▬▬▬▬ ▬▬▬ ▬▬▬▬ ▬▬▬▬ ▬▬ ▬▬▬▬▬ ▬▬▬▬ ▬▬▬ ▬▬▬▬▬ ▬▬ ▬▬▬ ▬▬▬▬▬ ▬▬▬ ▬▬▬▬ ▬▬ ▬▬▬▬▬▬ ▬▬ ▬▬▬ ▬▬▬▬▬ ▬▬▬▬ ▬▬ ▬▬▬▬ ▬▬▬▬▬ ▬▬ ▬▬▬ ▬▬▬▬ ▬▬▬ ▬▬▬▬▬ ▬▬▬ ▬▬ ▬▬▬▬ ▬▬▬▬▬ ▬▬ ▬▬▬ ▬▬▬▬ ▬▬▬▬▬ ▬▬▬ ▬▬ ▬▬▬▬ ▬▬▬▬ ▬▬▬▬▬ ▬▬ ▬▬▬ ▬▬▬▬ ▬▬▬▬▬ ▬▬ ▬▬▬▬ ▬▬▬ (Ἀδενοπάθεια περιεβρογχική) ▬▬▬ ▬▬▬▬ ▬▬ ▬▬▬▬▬ ▬▬▬ ▬▬▬▬ ▬▬▬▬ ▬▬ ▬▬▬▬▬ ▬▬▬▬ ▬▬▬ ▬▬▬▬▬ ▬▬ ▬▬▬ ▬▬▬▬▬ ▬▬▬ ▬▬▬▬ ▬▬ ▬▬▬▬▬▬ ▬▬ ▬▬▬ ▬▬▬▬▬ ▬▬▬▬ ▬▬ ▬▬▬▬ ▬▬▬▬▬ ▬▬ ▬▬▬ ▬▬▬▬ ▬▬▬ ▬▬▬▬▬ ▬▬▬ ▬▬ ▬▬▬▬ ▬▬▬▬▬ ▬▬ ▬▬▬ ▬▬▬▬ ▬▬▬▬▬ ▬▬▬ ▬▬ ▬▬▬▬ ▬▬▬▬ ▬▬▬▬▬ ▬▬ ▬▬▬ ▬▬▬▬ ▬▬▬▬▬ ▬▬ ▬▬▬▬ ▬▬▬ ▬▬▬ ▬▬▬▬ ▬▬ ▬▬▬▬▬ ▬▬▬ ▬▬▬▬ ▬▬▬▬ ▬▬ ▬▬▬▬▬ ▬▬▬▬ ▬▬▬ ▬▬▬▬▬ ▬▬ ▬▬▬ ▬▬▬▬▬ ▬▬▬ ▬▬▬▬ ▬▬ ▬▬▬▬▬▬ ▬▬ ▬▬▬ ▬▬▬▬▬ ▬▬▬▬ ▬▬ ▬▬▬▬ ▬▬▬▬▬ ▬▬ ▬▬▬ ▬▬▬▬ ▬▬▬ ▬▬▬▬▬ ▬▬▬ ▬▬ ▬▬▬▬ ▬▬▬▬▬ ▬▬ ▬▬▬ ▬▬▬▬ ▬▬▬▬▬ ▬▬▬ ▬▬ ▬▬▬▬ ▬▬▬▬ ▬▬▬▬▬ ▬▬ ▬▬▬ ▬▬▬▬ ▬▬▬▬▬ ▬▬ ▬▬▬▬ ▬▬▬ ▬▬▬ ▬▬▬▬ ▬▬ ▬▬▬▬▬ ▬▬▬ ▬▬▬▬ ▬▬▬▬ ▬▬ ▬▬▬▬▬ ▬▬▬▬ ▬▬▬ ▬▬▬▬▬ ▬▬ ▬▬▬ ▬▬▬▬▬ ▬▬▬ ▬▬▬▬ ▬▬ ▬▬▬▬▬▬ ▬▬ ▬▬▬ ▬▬▬▬▬ ▬▬▬▬ ▬▬ ▬▬▬▬ ▬▬▬▬▬ ▬▬ ▬▬▬ ▬▬▬▬ ▬▬▬ ▬▬▬▬▬ ▬▬▬ ▬▬ ▬▬▬▬ ▬▬▬▬▬ ▬▬▬ ▬▬▬▬ ▬▬ ▬▬▬▬▬ ▬▬▬ ▬▬▬▬ ▬▬▬▬ ▬▬ ▬▬▬▬▬ ▬▬▬▬ ▬▬▬ ▬▬▬▬▬ ▬▬ ▬▬▬ ▬▬▬▬▬ ▬▬▬ ▬▬▬▬ ▬▬ ▬▬▬▬▬▬ ▬▬ ▬▬▬ ▬▬▬▬▬ ▬▬▬▬ ▬▬ ▬▬▬▬ ▬▬▬▬▬ ▬▬ ▬▬▬ ▬▬▬▬ ▬▬▬ ▬▬▬▬▬ ▬▬▬ ▬▬ ▬▬▬▬ ▬▬▬▬▬ ▬▬ ▬▬▬ ▬▬▬▬ ▬▬▬▬▬ ▬▬▬ ▬▬ ▬▬▬▬ ▬▬▬▬ ▬▬▬▬▬ ▬▬ ▬▬▬ ▬▬▬▬ ▬▬▬▬▬ ▬▬ ▬▬▬▬ ▬▬▬ ▬▬▬ ▬▬▬▬ ▬▬ ▬▬▬▬▬ ▬▬▬ ▬▬▬▬ ▬▬▬▬ ▬▬ ▬▬▬▬▬ ▬▬▬▬ ▬▬▬ ▬▬▬▬▬ ▬▬ ▬▬▬ ▬▬▬▬▬ ▬▬▬ ▬▬▬▬ ▬▬ ▬▬▬▬▬▬ ▬▬ ▬▬▬ ▬▬▬▬▬ ▬▬▬▬ ▬▬ ▬▬▬▬ ▬▬▬▬▬ ▬▬ ▬▬▬ ▬▬▬▬ ▬▬▬ ▬▬▬▬▬ ▬▬▬ ▬▬ ▬▬▬▬ ▬▬▬▬▬ ΚΙΝΗΜΑΤΟΓΡΑΦΟΙ ▬▬▬ ▬▬▬▬ ▬▬ ▬▬▬▬▬ ▬▬▬ ▬▬▬▬ ▬▬▬▬ ▬▬ ▬▬▬▬▬ ▬▬▬▬ ▬▬▬ ▬▬▬▬▬ ▬▬ ▬▬▬ ▬▬▬▬▬ ▬▬▬ ▬▬▬▬ ▬▬ ▬▬▬▬▬▬ ▬▬ ▬▬▬ ▬▬▬▬▬ ▬▬▬▬ ▬▬ ▬▬▬▬ ▬▬▬▬▬ ▬▬ ▬▬▬ ▬▬▬▬ ▬▬▬ ▬▬▬▬▬ ▬▬▬ ▬▬ ▬▬▬▬ ▬▬▬▬▬ ▬▬ ▬▬▬ ▬▬▬▬ ▬▬▬▬▬ ▬▬▬ ▬▬ ▬▬▬▬ ▬▬▬▬ ▬▬▬▬▬ ▬▬ ▬▬▬ ▬▬▬▬ ▬▬▬▬▬ ▬▬ ▬▬▬▬ ▬▬▬ ▬▬▬ ▬▬▬▬ ▬▬ ▬▬▬▬▬ ▬▬▬ ▬▬▬▬ ▬▬▬▬ ▬▬ ▬▬▬▬▬ ΕΜΜΑΝΟΥΗΛ Ι. ΠΟΥΛΗΣ ΜΑΙΕΥΤΗΡ-ΓΥΝΑΙΚΟΛΟΓΟΣ Δημοκρίτου 7 — Δέχεται 3—6 μ.μ. ΙΛΙΟΝΤΡΩΑΣ ΚΥΨΕΛΗ ΠΑΝΗΓΥΡΙ Η ΜΑΡΣΙΗ — [420, 50, 730, 2200]
table-cell: Σερβία — [1080, 433, 1171, 447]
table-cell: 2.96 — [1219, 321, 1280, 335]
subheadline: ΓΕΓΟΝΟΤΑ — [70, 288, 400, 307]
table-header: ΣΥΝΑΛΛΑΓΜΑ — [1080, 280, 1171, 294]
table-cell: 56.50 — [1219, 307, 1280, 321]
table-cell: 400 — [855, 310, 902, 332]
